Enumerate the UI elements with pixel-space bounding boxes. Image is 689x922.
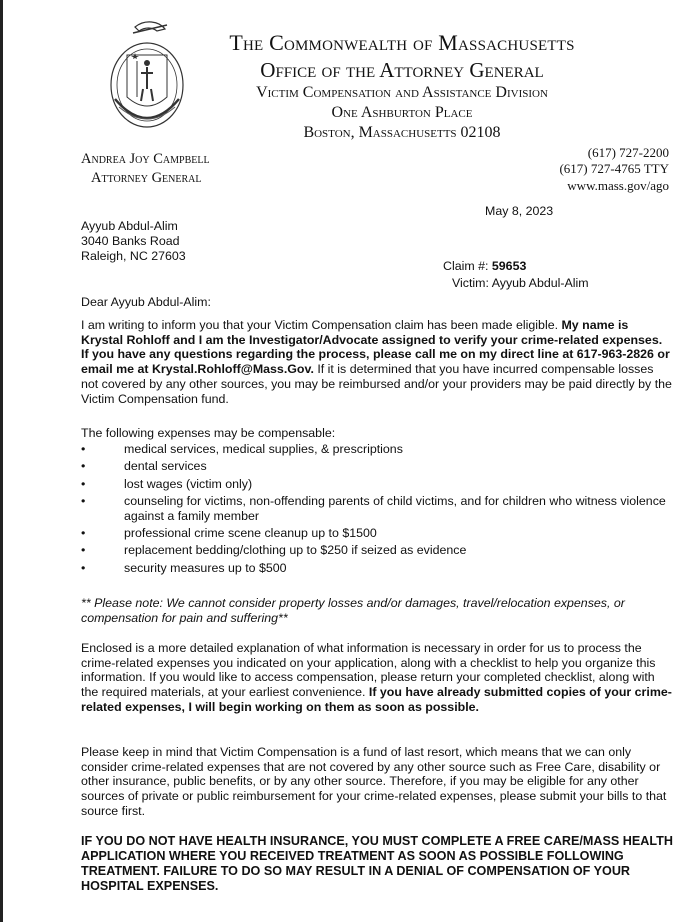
recipient-city: Raleigh, NC 27603 [81,249,186,263]
claim-label: Claim #: [443,259,492,273]
massachusetts-seal-icon [97,19,197,139]
list-item: • replacement bedding/clothing up to $250 if seized as evidence [81,543,681,558]
recipient-street: 3040 Banks Road [81,234,180,248]
enclosed-paragraph [81,641,673,715]
phone-number: (617) 727-2200 [587,145,669,160]
letterhead-division: Victim Compensation and Assistance Division [256,84,548,101]
letterhead-street: One Ashburton Place [331,104,473,121]
expenses-intro: The following expenses may be compensable: [81,426,336,440]
intro-text-c: If it is determined that you have incurred compensable losses not covered by any other sources, you may be reimbursed and/or your providers may be paid directly by the Victim Compensation fund. [81,362,672,406]
claim-number: 59653 [491,259,527,273]
attorney-general-title: Attorney General [91,170,202,186]
health-insurance-warning: IF YOU DO NOT HAVE HEALTH INSURANCE, YOU MUST COMPLETE A FREE CARE/MASS HEALTH APPLICATION WHERE YOU RECEIVED TREATMENT AS SOON AS POSSIBLE FOLLOWING TREATMENT. FAILURE TO DO SO MAY RESULT IN A DENIAL OF COMPENSATION OF YOUR HOSPITAL EXPENSES. [81,834,673,893]
letterhead-city: Boston, Massachusetts 02108 [303,124,501,141]
website-link[interactable]: www.mass.gov/ago [567,178,669,193]
page-edge [0,0,3,922]
letterhead-office: Office of the Attorney General [260,58,544,82]
list-item: • medical services, medical supplies, & prescriptions [81,442,681,457]
intro-text-a: I am writing to inform you that your Victim Compensation claim has been made eligible. [81,318,562,332]
expenses-list [81,442,681,578]
letter-date: May 8, 2023 [485,204,554,218]
salutation: Dear Ayyub Abdul-Alim: [81,295,211,309]
intro-text-bold: My name is Krystal Rohloff and I am the Investigator/Advocate assigned to verify your crime-related expenses. If you have any questions regarding the process, please call me on my direct line at 617-963-2826 or email me at Krystal.Rohloff@Mass.Gov. [81,318,670,377]
intro-paragraph [81,318,673,406]
last-resort-paragraph: Please keep in mind that Victim Compensation is a fund of last resort, which means that we can only consider crime-related expenses that are not covered by any other source such as Free Care, disability or other insurance, public benefits, or by any other source. Therefore, if you may be eligible for any other sources of private or public reimbursement for your crime-related expenses, please submit your bills to that source first. [81,745,667,818]
letterhead-commonwealth: The Commonwealth of Massachusetts [229,30,575,55]
exclusions-note: ** Please note: We cannot consider property losses and/or damages, travel/relocation expenses, or compensation for pain and suffering** [81,596,625,625]
list-item: • counseling for victims, non-offending parents of child victims, and for children who witness violence against a family member [81,494,681,524]
tty-number: (617) 727-4765 TTY [559,161,669,176]
victim-line: Victim: Ayyub Abdul-Alim [452,276,589,290]
enclosed-bold-text: If you have already submitted copies of your crime-related expenses, I will begin working on them as soon as possible. [81,685,672,714]
list-item: • security measures up to $500 [81,561,681,576]
attorney-general-name: Andrea Joy Campbell [81,151,210,167]
list-item: • professional crime scene cleanup up to $1500 [81,526,681,541]
list-item: • lost wages (victim only) [81,477,681,492]
list-item: • dental services [81,459,681,474]
enclosed-text: Enclosed is a more detailed explanation of what information is necessary in order for us to process the crime-related expenses you indicated on your application, along with a checklist to help you organize this information. If you would like to access compensation, please return your completed checklist, along with the required materials, at your earliest convenience. [81,641,656,700]
recipient-name: Ayyub Abdul-Alim [81,219,178,233]
claim-number-line [443,259,526,274]
